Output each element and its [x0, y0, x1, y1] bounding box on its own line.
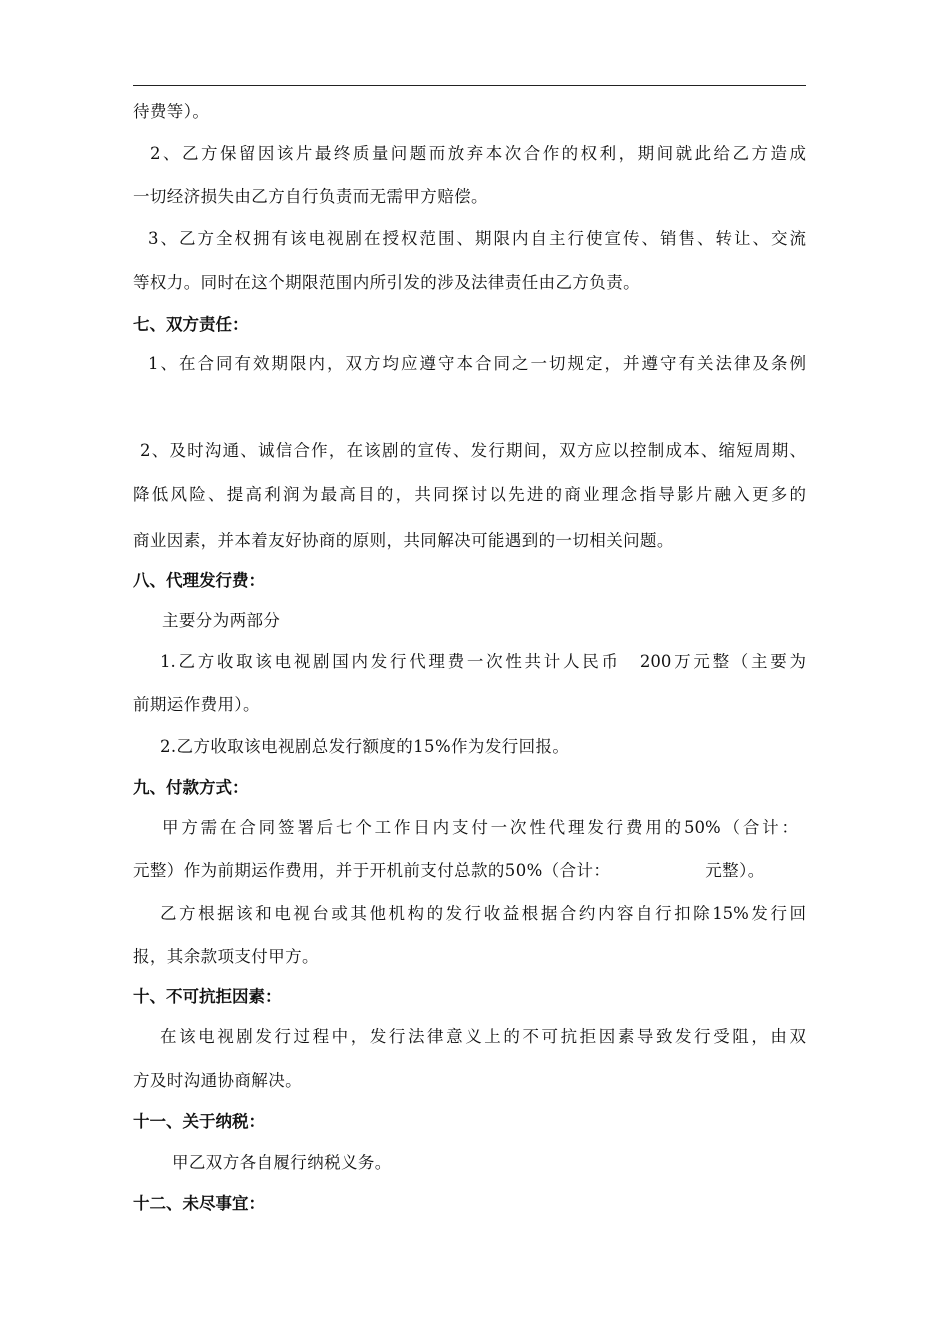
paragraph-line: 报，其余款项支付甲方。	[133, 947, 319, 966]
paragraph-line: 一切经济损失由乙方自行负责而无需甲方赔偿。	[133, 187, 488, 206]
section-heading-9: 九、付款方式：	[133, 778, 249, 797]
paragraph-line: 等权力。同时在这个期限范围内所引发的涉及法律责任由乙方负责。	[133, 273, 640, 292]
paragraph-line: 前期运作费用）。	[133, 695, 260, 714]
paragraph-line: 2.乙方收取该电视剧总发行额度的15%作为发行回报。	[160, 737, 570, 756]
paragraph-line: 主要分为两部分	[162, 611, 281, 630]
paragraph-line: 商业因素，并本着友好协商的原则，共同解决可能遇到的一切相关问题。	[133, 531, 674, 550]
paragraph-line: 1、在合同有效期限内，双方均应遵守本合同之一切规定，并遵守有关法律及条例	[148, 354, 806, 373]
section-heading-10: 十、不可抗拒因素：	[133, 987, 282, 1006]
section-heading-12: 十二、未尽事宜：	[133, 1194, 265, 1213]
paragraph-line: 在该电视剧发行过程中，发行法律意义上的不可抗拒因素导致发行受阻，由双	[160, 1027, 806, 1046]
header-rule	[133, 85, 806, 86]
paragraph-line: 2、及时沟通、诚信合作，在该剧的宣传、发行期间，双方应以控制成本、缩短周期、	[140, 441, 806, 460]
paragraph-line: 乙方根据该和电视台或其他机构的发行收益根据合约内容自行扣除15%发行回	[160, 904, 806, 923]
paragraph-line: 甲方需在合同签署后七个工作日内支付一次性代理发行费用的50%（合计：	[162, 818, 798, 837]
paragraph-line: 方及时沟通协商解决。	[133, 1071, 302, 1090]
paragraph-line: 3、乙方全权拥有该电视剧在授权范围、期限内自主行使宣传、销售、转让、交流	[148, 229, 806, 248]
section-heading-11: 十一、关于纳税：	[133, 1112, 265, 1131]
paragraph-line: 2、乙方保留因该片最终质量问题而放弃本次合作的权利，期间就此给乙方造成	[150, 144, 806, 163]
paragraph-line: 待费等）。	[133, 102, 210, 121]
paragraph-line: 甲乙双方各自履行纳税义务。	[172, 1153, 392, 1172]
paragraph-line: 降低风险、提高利润为最高目的，共同探讨以先进的商业理念指导影片融入更多的	[133, 485, 806, 504]
section-heading-8: 八、代理发行费：	[133, 571, 265, 590]
paragraph-line: 1.乙方收取该电视剧国内发行代理费一次性共计人民币 200万元整（主要为	[160, 652, 806, 671]
paragraph-line	[133, 860, 765, 882]
payment-text-end: 元整）。	[705, 861, 765, 880]
payment-text: 元整）作为前期运作费用，并于开机前支付总款的50%（合计：	[133, 861, 611, 880]
section-heading-7: 七、双方责任：	[133, 315, 249, 334]
